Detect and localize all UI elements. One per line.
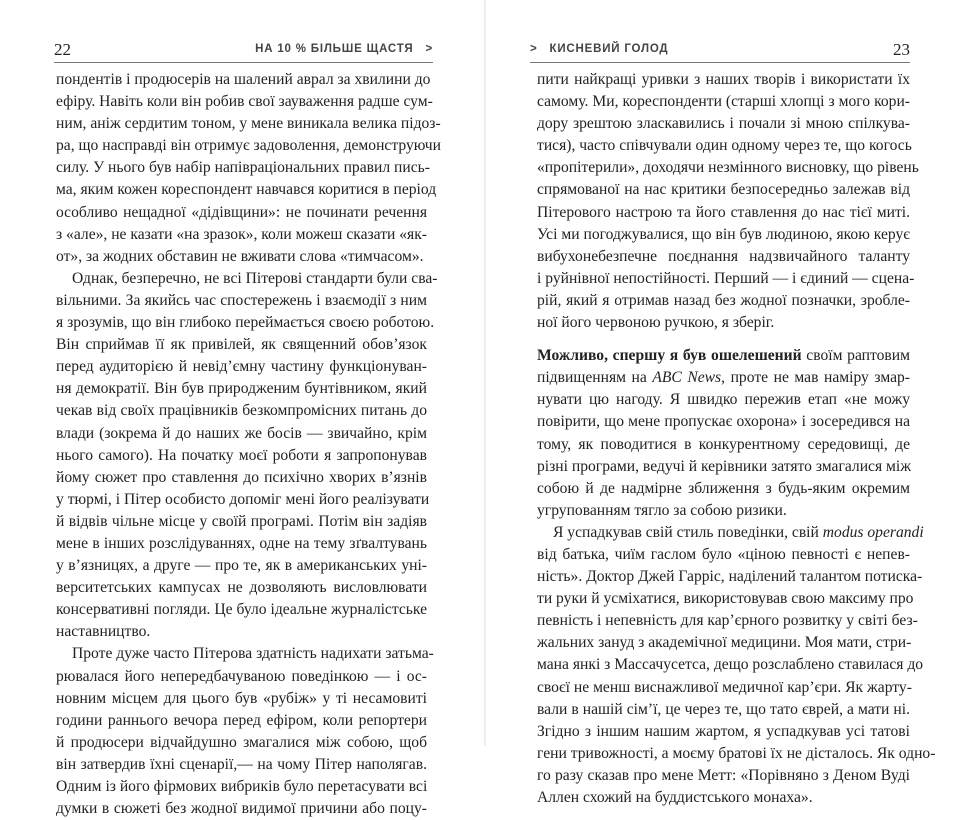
text-line: нувати цю нагоду. Я швидко пережив етап «не можу <box>537 391 910 409</box>
text-line: мана янкі з Массачусетса, дещо розслаблено ставилася до <box>537 656 924 674</box>
text-line: наставництво. <box>56 623 151 641</box>
text-line: ність». Доктор Джей Гарріс, наділений талантом потиска- <box>537 568 923 586</box>
text-line: дору зрештою зласкавились і почали зі мною спілкува- <box>537 115 910 133</box>
left-page-header <box>54 40 433 58</box>
header-rule <box>54 62 433 63</box>
text-line: собою й де надмірне зближення з будь-яким окремим <box>537 479 910 497</box>
text-line: і руйнівної непостійності. Перший — і єдиний — сцена- <box>537 269 915 287</box>
paragraph <box>537 345 910 522</box>
text-line: підвищенням на ABC News, проте не мав наміру змар- <box>537 369 911 387</box>
text-line: Однак, безперечно, не всі Пітерові стандарти були сва- <box>72 269 438 287</box>
text-line: Можливо, спершу я був ошелешений своїм раптовим <box>537 347 911 365</box>
text-line: самому. Ми, кореспонденти (старші хлопці з мого кори- <box>537 93 910 111</box>
paragraph <box>537 522 936 809</box>
text-line: тому, як поводитися в конкурентному середовищі, де <box>537 435 910 453</box>
text-line: верситетських кампусах не дозволяють висловлювати <box>56 579 427 597</box>
text-line: ти руки й усміхатися, використовував свою максиму про <box>537 590 914 608</box>
text-line: чекав від своїх працівників безкомпромісних питань до <box>56 402 427 420</box>
text-line: пондентів і продюсерів на шалений аврал за хвилини до <box>56 71 431 88</box>
text-line: особливо нещадної «дідівщини»: не починати речення <box>56 203 427 221</box>
paragraph-lines <box>537 544 936 809</box>
text-line: Згідно з іншим нашим жартом, я успадкував усі татові <box>537 722 910 740</box>
text-line: він затвердив їхні сценарії,— на чому Пітер наполягав. <box>56 755 427 773</box>
text-line: перед аудиторією й невід’ємну частину функціонуван- <box>56 358 427 376</box>
text-line: з «але», не казати «на зразок», коли можеш сказати «як- <box>56 225 427 243</box>
text-line: Аллен схожий на буддистського монаха». <box>537 789 813 806</box>
running-head-arrow: > <box>530 43 538 55</box>
text-line: рій, який я отримав назад без жодної позначки, зробле- <box>537 291 910 309</box>
text-line: Одним із його фірмових вибриків було перетасувати всі <box>56 778 428 795</box>
text-line: спрямованої на нас критики безпосередньо залежав від <box>537 181 910 199</box>
text-line: ним, аніж сердитим тоном, у мене виникала велика підоз- <box>56 115 441 133</box>
text-line: нього самого). На початку моєї роботи я запропонував <box>56 446 427 464</box>
text-line: мене в інших розслідуваннях, одне на тему зґвалтувань <box>56 534 427 552</box>
text-line: гени тривожності, а моєму братові їх не дісталось. Як одно- <box>537 744 936 762</box>
right-page-header <box>530 40 910 58</box>
running-head <box>255 43 433 55</box>
text-line: й відвів чільне місце у своїй програмі. Потім він задіяв <box>56 512 427 530</box>
text-line: новним місцем для цього був «рубіж» у ті несамовиті <box>56 689 427 707</box>
text-line: ефіру. Навіть коли він робив свої зауваження радше сум- <box>56 93 433 111</box>
text-line: угрупованням тягло за собою ризики. <box>537 501 787 519</box>
text-line: у тюрмі, і Пітер особисто допоміг мені його реалізувати <box>56 490 430 508</box>
text-line: вільними. За якийсь час спостережень і взаємодії з ним <box>56 291 427 309</box>
paragraph-lines <box>537 389 910 522</box>
running-head-title: НА 10 % БІЛЬШЕ ЩАСТЯ <box>255 43 414 55</box>
text-line: від батька, чиїм гаслом було «ціною певності є непев- <box>537 545 910 563</box>
text-line: вали в нашій сім’ї, це через те, що тато єврей, а мати ні. <box>537 700 910 718</box>
text-line: Він сприймав її як привілей, як священний обов’язок <box>56 336 427 354</box>
text-line: йому сюжет про ставлення до психічно хворих в’язнів <box>56 468 427 486</box>
right-page <box>485 0 970 806</box>
right-page-body <box>537 69 936 809</box>
text-line: от», за жодних обставин не вживати слова «тимчасом». <box>56 247 424 265</box>
text-line: Проте дуже часто Пітерова здатність надихати затьма- <box>72 645 434 663</box>
running-head <box>530 43 668 55</box>
text-line: Я успадкував свій стиль поведінки, свій modus operandi <box>553 523 924 541</box>
text-line: рювалася його непередбачуваною поведінкою — і ос- <box>56 667 427 685</box>
text-line: ма, яким кожен кореспондент навчався коритися в період <box>56 181 437 199</box>
text-line: різні програми, ведучі й керівники затято змагалися між <box>537 457 912 475</box>
text-line: Пітерового настрою та його ставлення до нас тієї миті. <box>537 203 910 221</box>
header-rule <box>530 62 910 63</box>
text-line: Усі ми погоджувалися, що він був людиною, якою керує <box>537 225 910 243</box>
bold-lead-in: Можливо, спершу я був ошелешений <box>537 347 802 365</box>
italic-term: ABC News <box>652 369 722 387</box>
text-line: години раннього вечора перед ефіром, коли репортери <box>56 711 427 729</box>
page-number: 23 <box>893 40 910 59</box>
page-number: 22 <box>54 40 71 59</box>
section-break <box>537 334 910 345</box>
text-line: й продюсери відчайдушно змагалися між собою, щоб <box>56 733 427 751</box>
paragraph <box>537 69 919 334</box>
text-line: тися), часто співчували один одному через те, що когось <box>537 137 912 155</box>
text-line: думки в сюжеті без жодної видимої причини або поцу- <box>56 800 427 818</box>
text-line: «пропітерили», доходячи незмінного висновку, що рівень <box>537 159 919 177</box>
text-line: жальних зануд з академічної медицини. Моя мати, стри- <box>537 634 912 652</box>
left-page-body <box>56 69 441 820</box>
text-line: я зрозумів, що він глибоко переймається своєю роботою. <box>56 314 435 332</box>
text-line: повірити, що мене пропускає охорона» і зосередився на <box>537 413 910 431</box>
text-line: у в’язницях, а друге — про те, як в американських уні- <box>56 557 427 575</box>
text-line: пити найкращі уривки з наших творів і використати їх <box>537 71 910 88</box>
text-line: ної його червоною ручкою, я зберіг. <box>537 314 775 332</box>
text-line: ня демократії. Він був природженим бунтівником, який <box>56 380 427 398</box>
text-line: своєї не менш виснажливої медичної кар’єри. Як жарту- <box>537 678 912 696</box>
running-head-arrow: > <box>425 43 433 55</box>
text-line: певність і непевність для кар’єрного розвитку у світі без- <box>537 612 918 630</box>
text-line: го разу сказав про мене Метт: «Порівняно з Деном Вуді <box>537 766 910 784</box>
text-line: ра, що насправді він отримує задоволення, демонструючи <box>56 137 441 155</box>
text-line: влади (зокрема й до наших же босів — звичайно, крім <box>56 424 427 442</box>
italic-term: modus operandi <box>822 523 924 541</box>
text-line: консервативні погляди. Це було ідеальне журналістське <box>56 601 427 619</box>
left-page <box>0 0 485 818</box>
text-line: вибухонебезпечне поєднання надзвичайного таланту <box>537 247 910 265</box>
running-head-title: КИСНЕВИЙ ГОЛОД <box>549 43 669 55</box>
text-line: силу. У нього був набір напівраціональних правил пись- <box>56 159 430 177</box>
